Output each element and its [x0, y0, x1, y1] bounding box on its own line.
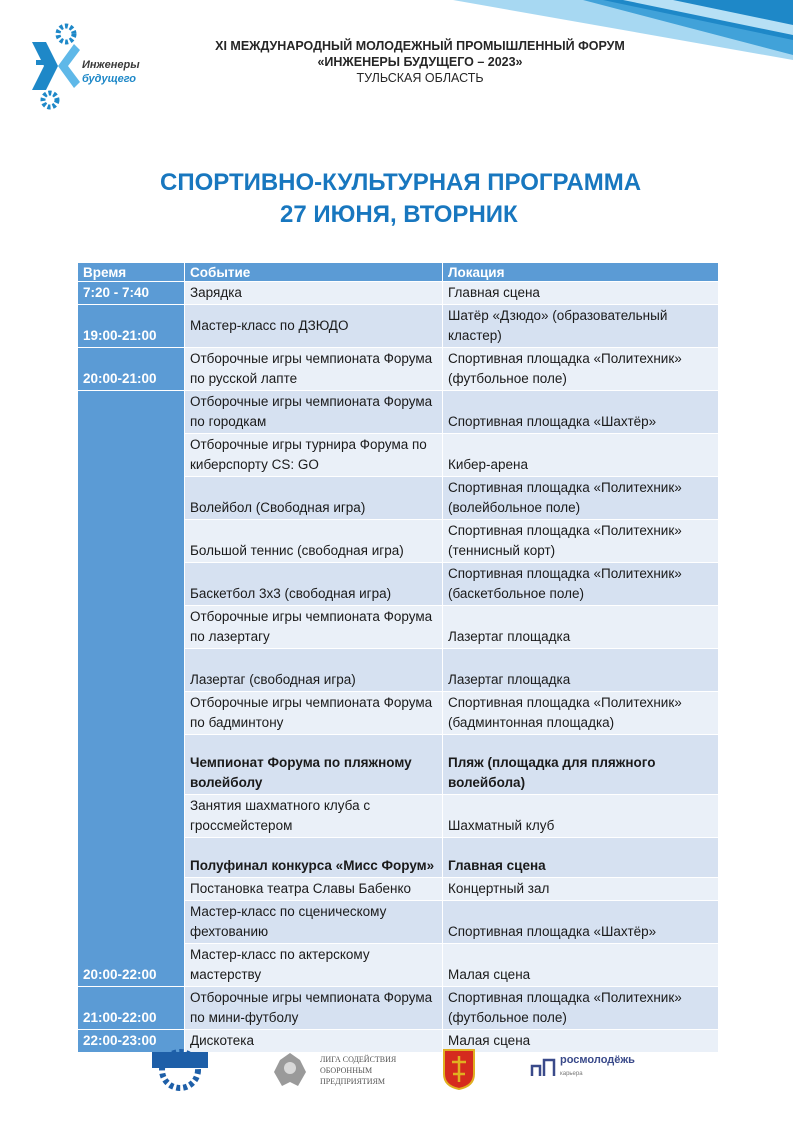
event-cell: Мастер-класс по сценическому фехтованию — [185, 901, 443, 944]
event-cell: Волейбол (Свободная игра) — [185, 477, 443, 520]
event-cell: Постановка театра Славы Бабенко — [185, 878, 443, 901]
event-cell: Мастер-класс по ДЗЮДО — [185, 305, 443, 348]
logo-line2: будущего — [82, 73, 137, 85]
forum-name-line1: XI МЕЖДУНАРОДНЫЙ МОЛОДЕЖНЫЙ ПРОМЫШЛЕННЫЙ ФОРУМ — [215, 39, 625, 53]
column-header-location: Локация — [443, 263, 719, 282]
event-cell: Отборочные игры чемпионата Форума по бадминтону — [185, 692, 443, 735]
event-cell: Мастер-класс по актерскому мастерству — [185, 944, 443, 987]
time-cell: 20:00-21:00 — [78, 348, 185, 391]
partner-logos — [140, 1048, 660, 1093]
column-header-time: Время — [78, 263, 185, 282]
event-cell: Лазертаг (свободная игра) — [185, 649, 443, 692]
location-cell: Лазертаг площадка — [443, 606, 719, 649]
event-cell: Отборочные игры чемпионата Форума по мини-футболу — [185, 987, 443, 1030]
schedule-table — [77, 262, 719, 1053]
table-row — [78, 305, 719, 348]
time-cell: 19:00-21:00 — [78, 305, 185, 348]
location-cell: Концертный зал — [443, 878, 719, 901]
location-cell: Спортивная площадка «Политехник» (футбольное поле) — [443, 348, 719, 391]
event-cell: Отборочные игры чемпионата Форума по русской лапте — [185, 348, 443, 391]
location-cell: Спортивная площадка «Шахтёр» — [443, 391, 719, 434]
event-cell: Чемпионат Форума по пляжному волейболу — [185, 735, 443, 795]
forum-logo — [28, 22, 148, 114]
forum-header — [170, 38, 670, 86]
event-cell: Занятия шахматного клуба с гроссмейстером — [185, 795, 443, 838]
defense-league-emblem-icon — [270, 1050, 310, 1090]
location-cell: Шахматный клуб — [443, 795, 719, 838]
location-cell: Главная сцена — [443, 282, 719, 305]
event-cell: Отборочные игры турнира Форума по киберспорту CS: GO — [185, 434, 443, 477]
table-row — [78, 348, 719, 391]
table-header-row — [78, 263, 719, 282]
time-cell: 7:20 - 7:40 — [78, 282, 185, 305]
event-cell: Отборочные игры чемпионата Форума по лазертагу — [185, 606, 443, 649]
event-cell: Полуфинал конкурса «Мисс Форум» — [185, 838, 443, 878]
event-cell: Баскетбол 3х3 (свободная игра) — [185, 563, 443, 606]
logo-line1: Инженеры — [82, 59, 140, 71]
time-cell: 21:00-22:00 — [78, 987, 185, 1030]
page-title — [160, 167, 641, 231]
time-cell: 22:00-23:00 — [78, 1030, 185, 1053]
time-cell: 20:00-22:00 — [78, 391, 185, 987]
location-cell: Спортивная площадка «Политехник» (футбольное поле) — [443, 987, 719, 1030]
table-row — [78, 391, 719, 434]
location-cell: Спортивная площадка «Политехник» (волейбольное поле) — [443, 477, 719, 520]
logo-wordmark — [82, 58, 140, 86]
forum-name-line2: «ИНЖЕНЕРЫ БУДУЩЕГО – 2023» — [317, 55, 523, 69]
event-cell: Большой теннис (свободная игра) — [185, 520, 443, 563]
location-cell: Спортивная площадка «Политехник» (баскетбольное поле) — [443, 563, 719, 606]
location-cell: Кибер-арена — [443, 434, 719, 477]
title-line2: 27 ИЮНЯ, ВТОРНИК — [280, 201, 518, 228]
rosmolodezh-wordmark: росмолодёжь карьера — [560, 1054, 635, 1077]
table-row — [78, 987, 719, 1030]
forum-region: ТУЛЬСКАЯ ОБЛАСТЬ — [356, 71, 484, 85]
tula-coat-of-arms-icon — [442, 1048, 476, 1090]
event-cell: Зарядка — [185, 282, 443, 305]
location-cell: Спортивная площадка «Шахтёр» — [443, 901, 719, 944]
event-cell: Дискотека — [185, 1030, 443, 1053]
location-cell: Главная сцена — [443, 838, 719, 878]
location-cell: Спортивная площадка «Политехник» (бадминтонная площадка) — [443, 692, 719, 735]
rosmolodezh-logo-icon — [530, 1058, 556, 1078]
location-cell: Лазертаг площадка — [443, 649, 719, 692]
column-header-event: Событие — [185, 263, 443, 282]
table-row — [78, 282, 719, 305]
location-cell: Малая сцена — [443, 944, 719, 987]
location-cell: Пляж (площадка для пляжного волейбола) — [443, 735, 719, 795]
title-line1: СПОРТИВНО-КУЛЬТУРНАЯ ПРОГРАММА — [160, 169, 642, 196]
location-cell: Шатёр «Дзюдо» (образовательный кластер) — [443, 305, 719, 348]
location-cell: Малая сцена — [443, 1030, 719, 1053]
machine-builders-union-logo — [150, 1048, 210, 1093]
event-cell: Отборочные игры чемпионата Форума по городкам — [185, 391, 443, 434]
location-cell: Спортивная площадка «Политехник» (теннисный корт) — [443, 520, 719, 563]
defense-league-text: ЛИГА СОДЕЙСТВИЯ ОБОРОННЫМ ПРЕДПРИЯТИЯМ — [320, 1055, 397, 1086]
